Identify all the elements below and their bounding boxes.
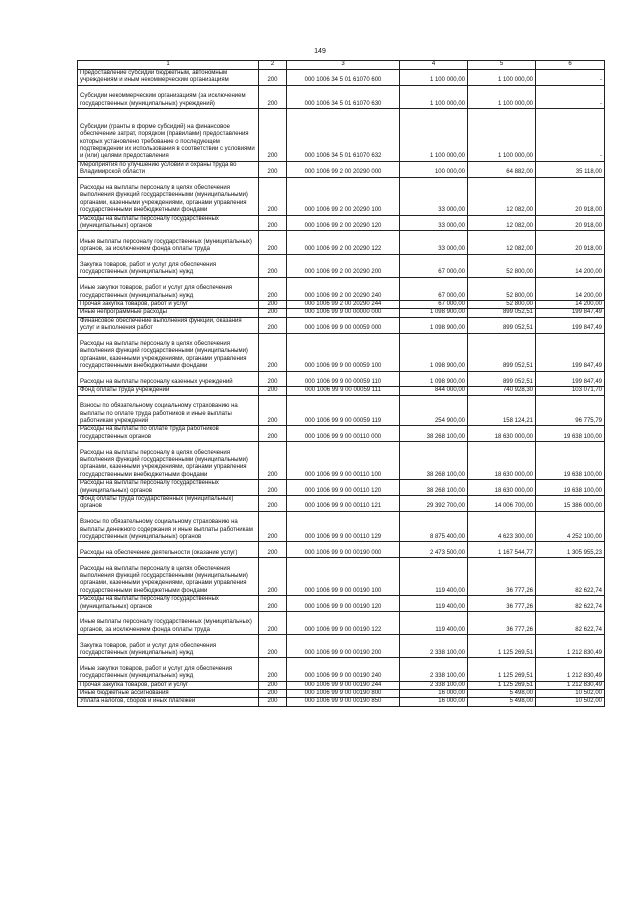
row-remainder-cell: 20 918,00	[536, 231, 605, 254]
row-planned-cell: 67 000,00	[400, 300, 468, 308]
row-remainder-cell: 14 200,00	[536, 300, 605, 308]
table-row	[78, 333, 605, 371]
table-row	[78, 690, 605, 698]
row-code-cell: 000 1006 99 9 00 00110 129	[287, 511, 400, 542]
row-executed-cell: 36 777,26	[468, 558, 536, 596]
row-planned-cell: 254 900,00	[400, 395, 468, 426]
row-group-cell: 200	[259, 333, 287, 371]
row-code-cell: 000 1006 99 9 00 00190 240	[287, 658, 400, 681]
row-remainder-cell: 1 305 955,23	[536, 542, 605, 558]
row-planned-cell: 67 000,00	[400, 277, 468, 300]
row-name-cell: Взносы по обязательному социальному страхованию на выплаты денежного содержания и иные выплаты работникам государственных (муниципальных) органов	[78, 511, 259, 542]
row-executed-cell: 12 082,00	[468, 215, 536, 231]
table-row	[78, 426, 605, 442]
budget-table	[77, 60, 605, 707]
row-group-cell: 200	[259, 317, 287, 333]
row-code-cell: 000 1006 99 9 00 00190 244	[287, 681, 400, 689]
row-group-cell: 200	[259, 635, 287, 658]
row-remainder-cell: 20 918,00	[536, 215, 605, 231]
row-code-cell: 000 1006 99 9 00 00190 800	[287, 690, 400, 698]
row-code-cell: 000 1006 99 9 00 00000 000	[287, 309, 400, 317]
row-planned-cell: 33 000,00	[400, 215, 468, 231]
table-row	[78, 542, 605, 558]
row-name-cell: Фонд оплаты труда учреждений	[78, 387, 259, 395]
row-executed-cell: 52 800,00	[468, 277, 536, 300]
row-group-cell: 200	[259, 277, 287, 300]
column-header: 2	[259, 61, 287, 70]
row-planned-cell: 844 000,00	[400, 387, 468, 395]
row-group-cell: 200	[259, 511, 287, 542]
table-row	[78, 277, 605, 300]
row-executed-cell: 1 125 269,51	[468, 681, 536, 689]
row-executed-cell: 740 928,30	[468, 387, 536, 395]
row-executed-cell: 4 623 300,00	[468, 511, 536, 542]
table-row	[78, 635, 605, 658]
row-name-cell: Расходы на выплаты персоналу казенных учреждений	[78, 371, 259, 387]
row-code-cell: 000 1006 99 9 00 00190 122	[287, 612, 400, 635]
row-group-cell: 200	[259, 309, 287, 317]
table-row	[78, 596, 605, 612]
row-name-cell: Иные закупки товаров, работ и услуг для обеспечения государственных (муниципальных) нужд	[78, 658, 259, 681]
table-row	[78, 215, 605, 231]
table-row	[78, 254, 605, 277]
row-executed-cell: 899 052,51	[468, 371, 536, 387]
row-planned-cell: 38 268 100,00	[400, 426, 468, 442]
row-executed-cell: 1 125 269,51	[468, 635, 536, 658]
row-executed-cell: 5 498,00	[468, 690, 536, 698]
row-group-cell: 200	[259, 161, 287, 177]
column-header: 4	[400, 61, 468, 70]
row-remainder-cell: 82 622,74	[536, 612, 605, 635]
row-executed-cell: 36 777,26	[468, 612, 536, 635]
row-executed-cell: 52 800,00	[468, 254, 536, 277]
row-name-cell: Расходы на выплаты персоналу в целях обеспечения выполнения функций государственными (муниципальными) органами, казенными учреждениями, органами управления государственными внебюджетными фондами	[78, 333, 259, 371]
row-code-cell: 000 1006 99 9 00 00190 850	[287, 698, 400, 706]
row-planned-cell: 33 000,00	[400, 177, 468, 215]
row-executed-cell: 1 167 544,77	[468, 542, 536, 558]
row-name-cell: Иные выплаты персоналу государственных (муниципальных) органов, за исключением фонда оплаты труда	[78, 231, 259, 254]
row-name-cell: Субсидии некоммерческим организациям (за исключением государственных (муниципальных) учреждений)	[78, 85, 259, 108]
row-name-cell: Прочая закупка товаров, работ и услуг	[78, 681, 259, 689]
row-name-cell: Иные непрограммные расходы	[78, 309, 259, 317]
row-name-cell: Расходы на выплаты персоналу государственных (муниципальных) органов	[78, 215, 259, 231]
row-name-cell: Расходы на выплаты персоналу государственных (муниципальных) органов	[78, 596, 259, 612]
row-code-cell: 000 1006 99 9 00 00110 120	[287, 480, 400, 496]
row-name-cell: Мероприятия по улучшению условий и охраны труда во Владимирской области	[78, 161, 259, 177]
row-executed-cell: 158 124,21	[468, 395, 536, 426]
row-code-cell: 000 1006 34 5 01 61070 630	[287, 85, 400, 108]
row-planned-cell: 1 098 900,00	[400, 371, 468, 387]
row-code-cell: 000 1006 99 9 00 00059 111	[287, 387, 400, 395]
row-planned-cell: 38 268 100,00	[400, 442, 468, 480]
row-name-cell: Расходы на выплаты персоналу в целях обеспечения выполнения функций государственными (муниципальными) органами, казенными учреждениями, органами управления государственными внебюджетными фондами	[78, 558, 259, 596]
table-row	[78, 395, 605, 426]
row-group-cell: 200	[259, 480, 287, 496]
row-executed-cell: 36 777,26	[468, 596, 536, 612]
row-name-cell: Иные выплаты персоналу государственных (муниципальных) органов, за исключением фонда оплаты труда	[78, 612, 259, 635]
row-code-cell: 000 1006 99 9 00 00190 120	[287, 596, 400, 612]
row-executed-cell: 1 125 269,51	[468, 658, 536, 681]
row-remainder-cell: 19 638 100,00	[536, 480, 605, 496]
table-row	[78, 70, 605, 86]
row-remainder-cell: 199 847,49	[536, 371, 605, 387]
table-row	[78, 681, 605, 689]
row-name-cell: Расходы на выплаты персоналу в целях обеспечения выполнения функций государственными (муниципальными) органами, казенными учреждениями, органами управления государственными внебюджетными фондами	[78, 442, 259, 480]
table-row	[78, 161, 605, 177]
row-group-cell: 200	[259, 215, 287, 231]
row-executed-cell: 18 630 000,00	[468, 426, 536, 442]
row-code-cell: 000 1006 99 9 00 00059 110	[287, 371, 400, 387]
row-group-cell: 200	[259, 596, 287, 612]
row-name-cell: Взносы по обязательному социальному страхованию на выплаты по оплате труда работников и иные выплаты работникам учреждений	[78, 395, 259, 426]
row-remainder-cell: 199 847,49	[536, 309, 605, 317]
row-code-cell: 000 1006 99 9 00 00190 000	[287, 542, 400, 558]
table-row	[78, 442, 605, 480]
row-planned-cell: 33 000,00	[400, 231, 468, 254]
row-group-cell: 200	[259, 426, 287, 442]
row-remainder-cell: 35 118,00	[536, 161, 605, 177]
row-planned-cell: 16 000,00	[400, 698, 468, 706]
row-group-cell: 200	[259, 681, 287, 689]
row-group-cell: 200	[259, 612, 287, 635]
row-executed-cell: 52 800,00	[468, 300, 536, 308]
row-code-cell: 000 1006 99 9 00 00190 200	[287, 635, 400, 658]
row-name-cell: Субсидии (гранты в форме субсидий) на финансовое обеспечение затрат, порядком (правилами) предоставления которых установлено требование о последующем подтверждении их использования в соответствии с условиями и (или) целями предоставления	[78, 109, 259, 162]
row-group-cell: 200	[259, 177, 287, 215]
row-name-cell: Расходы на выплаты персоналу в целях обеспечения выполнения функций государственными (муниципальными) органами, казенными учреждениями, органами управления государственными внебюджетными фондами	[78, 177, 259, 215]
row-code-cell: 000 1006 34 5 01 61070 632	[287, 109, 400, 162]
column-header: 6	[536, 61, 605, 70]
table-row	[78, 317, 605, 333]
table-row	[78, 177, 605, 215]
row-remainder-cell: 199 847,49	[536, 333, 605, 371]
row-group-cell: 200	[259, 387, 287, 395]
row-code-cell: 000 1006 99 9 00 00110 000	[287, 426, 400, 442]
row-name-cell: Финансовое обеспечение выполнения функций, оказания услуг и выполнения работ	[78, 317, 259, 333]
row-code-cell: 000 1006 99 9 00 00059 119	[287, 395, 400, 426]
row-remainder-cell: 96 775,79	[536, 395, 605, 426]
table-row	[78, 371, 605, 387]
row-name-cell: Расходы на выплаты персоналу государственных (муниципальных) органов	[78, 480, 259, 496]
row-remainder-cell: 15 386 000,00	[536, 496, 605, 512]
table-row	[78, 511, 605, 542]
row-executed-cell: 12 082,00	[468, 177, 536, 215]
row-group-cell: 200	[259, 658, 287, 681]
row-executed-cell: 14 006 700,00	[468, 496, 536, 512]
row-name-cell: Иные бюджетные ассигнования	[78, 690, 259, 698]
row-planned-cell: 1 100 000,00	[400, 85, 468, 108]
row-remainder-cell: 103 071,70	[536, 387, 605, 395]
row-group-cell: 200	[259, 231, 287, 254]
row-planned-cell: 8 875 400,00	[400, 511, 468, 542]
row-planned-cell: 38 268 100,00	[400, 480, 468, 496]
table-row	[78, 480, 605, 496]
row-planned-cell: 1 100 000,00	[400, 70, 468, 86]
row-group-cell: 200	[259, 85, 287, 108]
row-planned-cell: 2 338 100,00	[400, 635, 468, 658]
row-code-cell: 000 1006 99 9 00 00059 000	[287, 317, 400, 333]
column-header: 1	[78, 61, 259, 70]
row-group-cell: 200	[259, 254, 287, 277]
row-group-cell: 200	[259, 371, 287, 387]
row-code-cell: 000 1006 99 2 00 20290 200	[287, 254, 400, 277]
row-planned-cell: 119 400,00	[400, 558, 468, 596]
row-name-cell: Иные закупки товаров, работ и услуг для обеспечения государственных (муниципальных) нужд	[78, 277, 259, 300]
row-planned-cell: 1 098 900,00	[400, 317, 468, 333]
column-header: 3	[287, 61, 400, 70]
row-planned-cell: 100 000,00	[400, 161, 468, 177]
row-planned-cell: 2 338 100,00	[400, 681, 468, 689]
row-code-cell: 000 1006 99 2 00 20290 240	[287, 277, 400, 300]
row-code-cell: 000 1006 99 9 00 00110 121	[287, 496, 400, 512]
row-remainder-cell: 82 622,74	[536, 596, 605, 612]
row-planned-cell: 1 098 900,00	[400, 309, 468, 317]
row-group-cell: 200	[259, 698, 287, 706]
row-planned-cell: 67 000,00	[400, 254, 468, 277]
row-remainder-cell: 14 200,00	[536, 254, 605, 277]
row-name-cell: Предоставление субсидий бюджетным, автономным учреждениям и иным некоммерческим организациям	[78, 70, 259, 86]
row-group-cell: 200	[259, 496, 287, 512]
row-executed-cell: 64 882,00	[468, 161, 536, 177]
row-executed-cell: 18 630 000,00	[468, 442, 536, 480]
row-remainder-cell: 1 212 830,49	[536, 681, 605, 689]
row-planned-cell: 29 392 700,00	[400, 496, 468, 512]
table-row	[78, 309, 605, 317]
row-code-cell: 000 1006 99 2 00 20290 120	[287, 215, 400, 231]
row-executed-cell: 899 052,51	[468, 309, 536, 317]
table-row	[78, 85, 605, 108]
page-number: 149	[314, 48, 326, 55]
row-remainder-cell: 1 212 830,49	[536, 635, 605, 658]
row-executed-cell: 1 100 000,00	[468, 109, 536, 162]
row-remainder-cell: 19 638 100,00	[536, 442, 605, 480]
row-planned-cell: 1 098 900,00	[400, 333, 468, 371]
row-remainder-cell: -	[536, 70, 605, 86]
row-planned-cell: 2 338 100,00	[400, 658, 468, 681]
column-header: 5	[468, 61, 536, 70]
row-remainder-cell: 10 502,00	[536, 698, 605, 706]
row-code-cell: 000 1006 99 9 00 00190 100	[287, 558, 400, 596]
table-header-row	[78, 61, 605, 70]
row-name-cell: Расходы на обеспечение деятельности (оказание услуг)	[78, 542, 259, 558]
row-code-cell: 000 1006 99 2 00 20290 000	[287, 161, 400, 177]
row-remainder-cell: -	[536, 109, 605, 162]
row-name-cell: Уплата налогов, сборов и иных платежей	[78, 698, 259, 706]
row-executed-cell: 1 100 000,00	[468, 70, 536, 86]
row-group-cell: 200	[259, 300, 287, 308]
row-remainder-cell: 82 622,74	[536, 558, 605, 596]
row-planned-cell: 2 473 500,00	[400, 542, 468, 558]
row-remainder-cell: -	[536, 85, 605, 108]
row-name-cell: Закупка товаров, работ и услуг для обеспечения государственных (муниципальных) нужд	[78, 635, 259, 658]
table-row	[78, 300, 605, 308]
row-executed-cell: 899 052,51	[468, 333, 536, 371]
table-row	[78, 387, 605, 395]
row-code-cell: 000 1006 99 2 00 20290 244	[287, 300, 400, 308]
row-planned-cell: 16 000,00	[400, 690, 468, 698]
row-code-cell: 000 1006 34 5 01 61070 600	[287, 70, 400, 86]
row-group-cell: 200	[259, 109, 287, 162]
row-code-cell: 000 1006 99 9 00 00110 100	[287, 442, 400, 480]
row-group-cell: 200	[259, 70, 287, 86]
row-group-cell: 200	[259, 542, 287, 558]
row-name-cell: Закупка товаров, работ и услуг для обеспечения государственных (муниципальных) нужд	[78, 254, 259, 277]
row-group-cell: 200	[259, 690, 287, 698]
row-code-cell: 000 1006 99 2 00 20290 122	[287, 231, 400, 254]
table-row	[78, 558, 605, 596]
row-executed-cell: 18 630 000,00	[468, 480, 536, 496]
row-planned-cell: 119 400,00	[400, 612, 468, 635]
row-remainder-cell: 19 638 100,00	[536, 426, 605, 442]
table-row	[78, 698, 605, 706]
row-planned-cell: 119 400,00	[400, 596, 468, 612]
table-row	[78, 231, 605, 254]
row-name-cell: Фонд оплаты труда государственных (муниципальных) органов	[78, 496, 259, 512]
table-row	[78, 612, 605, 635]
row-executed-cell: 12 082,00	[468, 231, 536, 254]
row-remainder-cell: 199 847,49	[536, 317, 605, 333]
row-remainder-cell: 20 918,00	[536, 177, 605, 215]
row-remainder-cell: 10 502,00	[536, 690, 605, 698]
row-code-cell: 000 1006 99 2 00 20290 100	[287, 177, 400, 215]
row-group-cell: 200	[259, 442, 287, 480]
row-group-cell: 200	[259, 395, 287, 426]
row-planned-cell: 1 100 000,00	[400, 109, 468, 162]
row-name-cell: Расходы на выплаты по оплате труда работников государственных органов	[78, 426, 259, 442]
row-executed-cell: 1 100 000,00	[468, 85, 536, 108]
table-row	[78, 109, 605, 162]
table-row	[78, 658, 605, 681]
row-remainder-cell: 14 200,00	[536, 277, 605, 300]
row-group-cell: 200	[259, 558, 287, 596]
row-name-cell: Прочая закупка товаров, работ и услуг	[78, 300, 259, 308]
table-row	[78, 496, 605, 512]
row-code-cell: 000 1006 99 9 00 00059 100	[287, 333, 400, 371]
row-executed-cell: 899 052,51	[468, 317, 536, 333]
row-executed-cell: 5 498,00	[468, 698, 536, 706]
row-remainder-cell: 1 212 830,49	[536, 658, 605, 681]
row-remainder-cell: 4 252 100,00	[536, 511, 605, 542]
